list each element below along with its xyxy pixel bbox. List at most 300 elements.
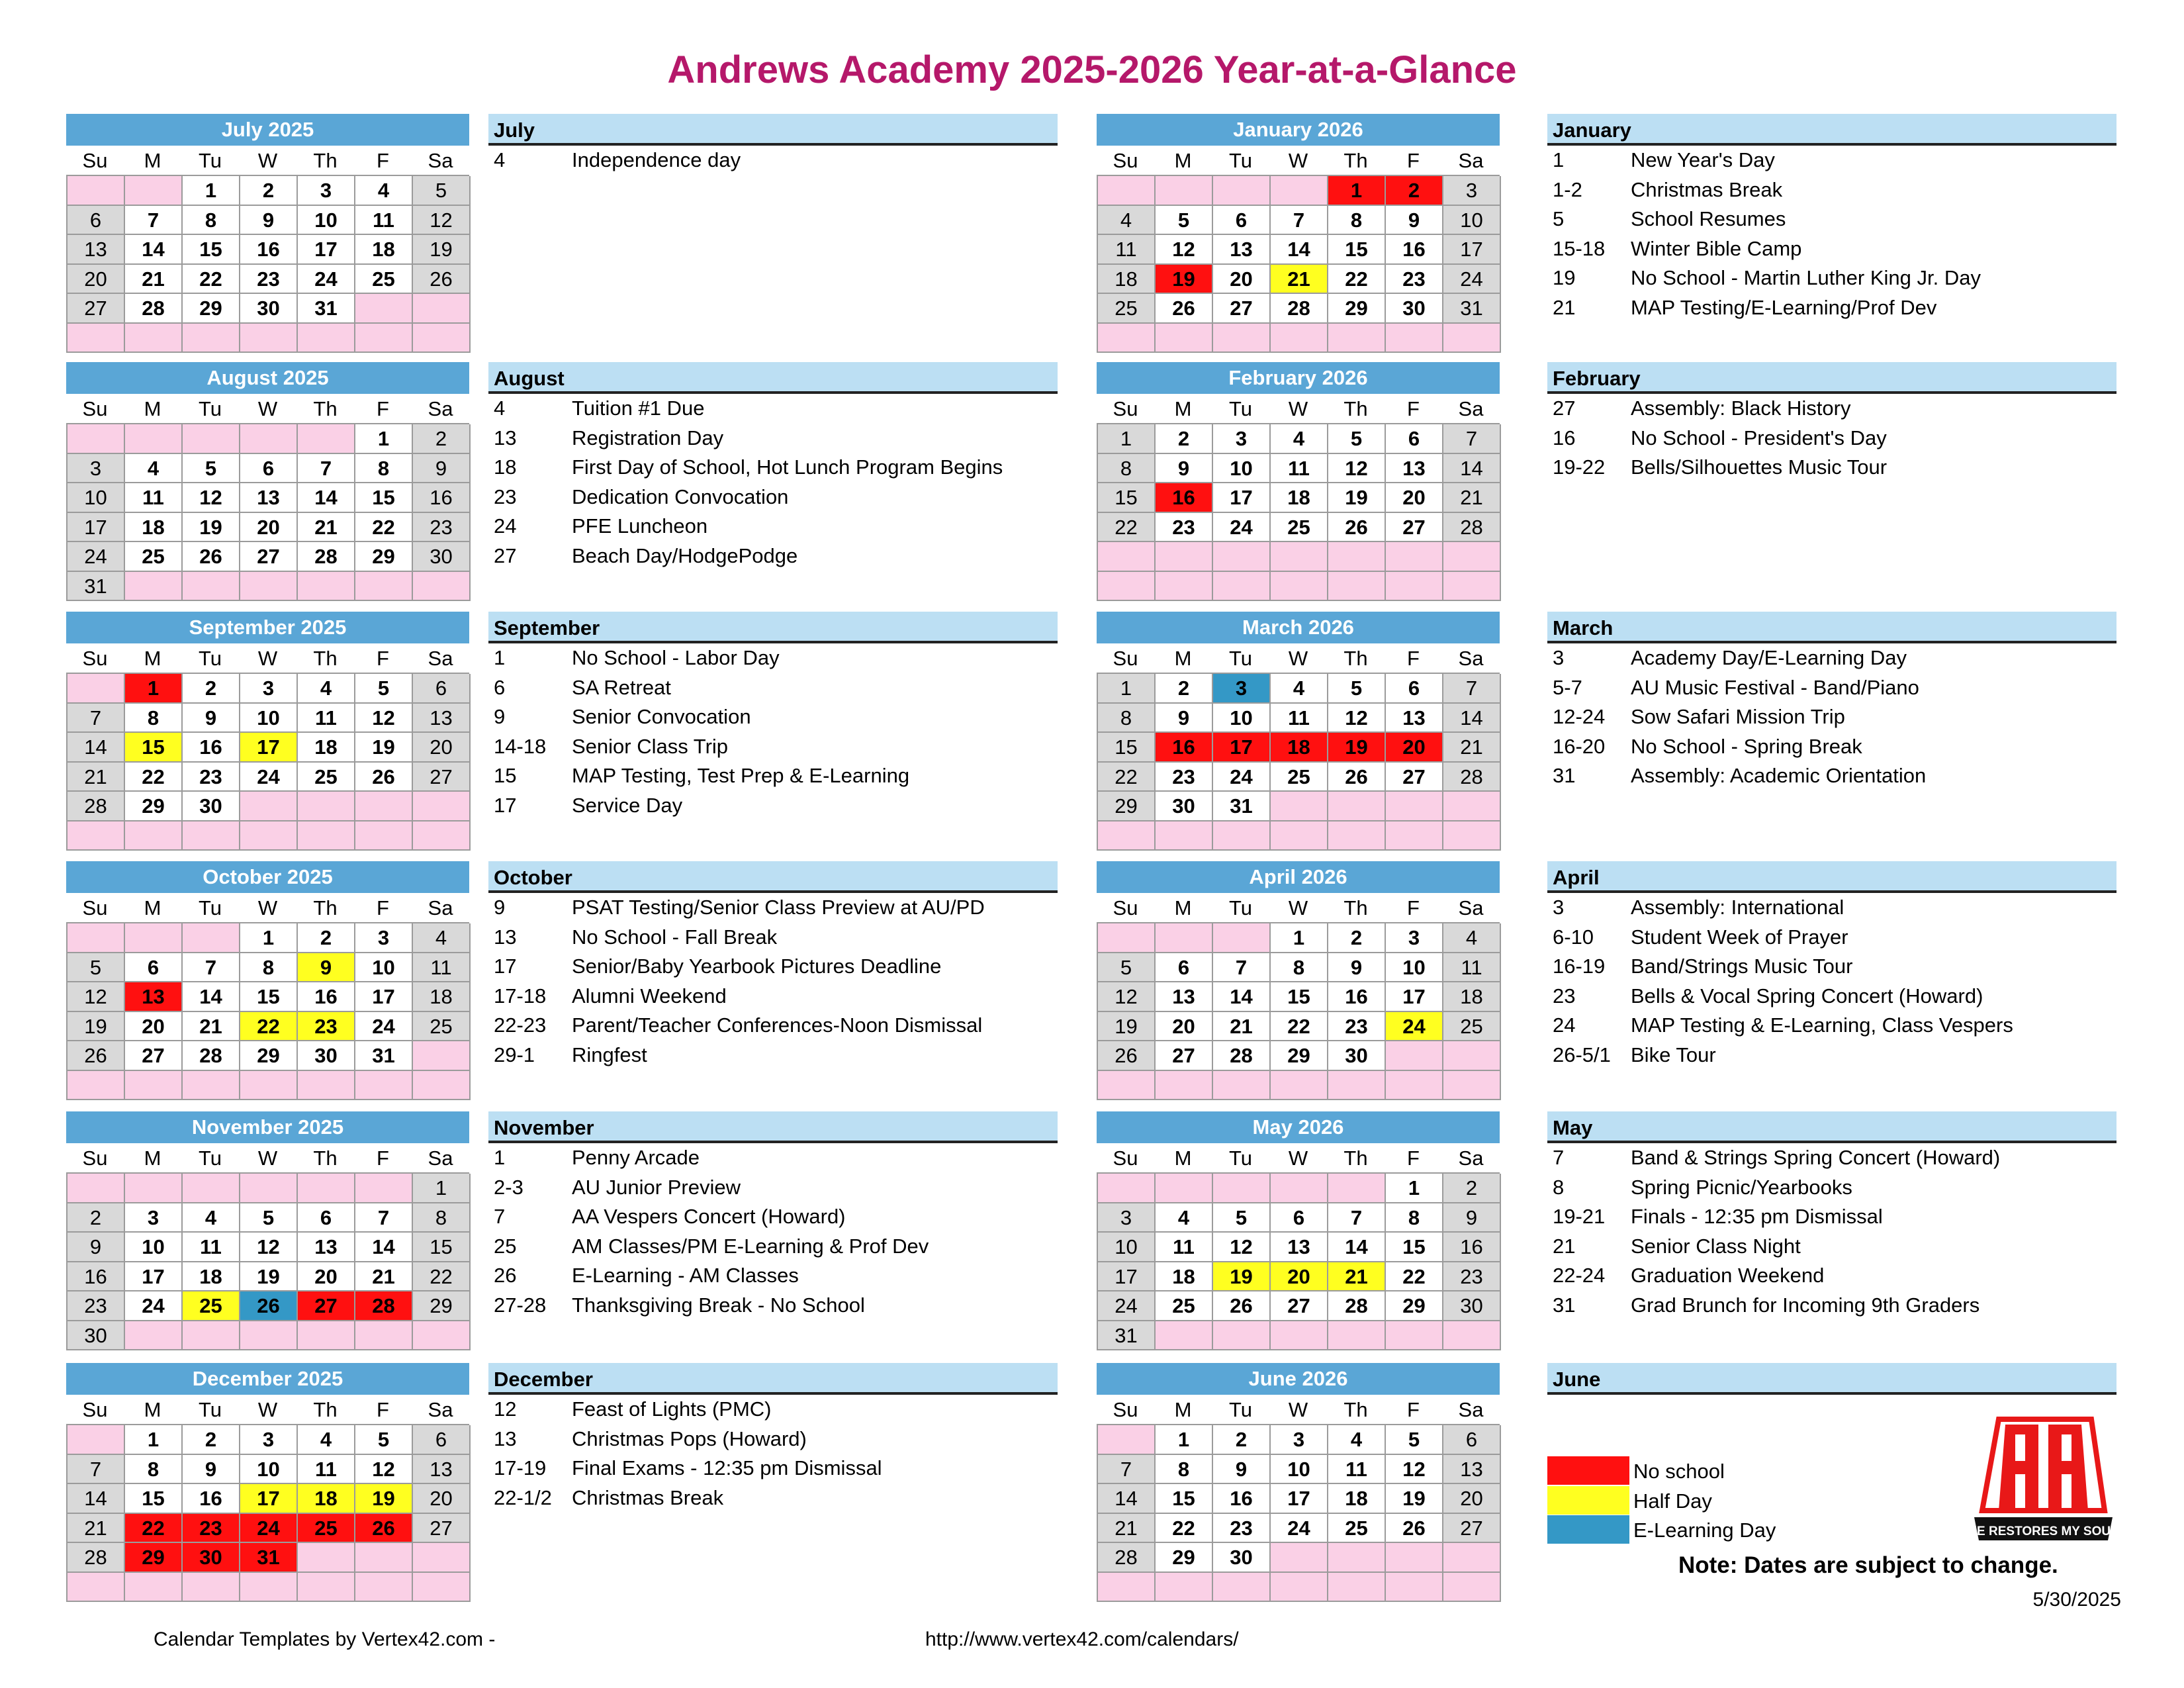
event-description: MAP Testing, Test Prep & E-Learning [572,764,910,787]
event-row [488,146,1058,175]
weekday-label: Tu [198,397,222,420]
event-date: 13 [494,925,517,949]
day-grid [66,1424,469,1602]
empty-cell [355,1321,413,1351]
day-cell: 12 [240,1233,298,1262]
event-date: 22-24 [1553,1264,1606,1287]
day-cell: 10 [1386,953,1443,983]
event-date: 17 [494,955,517,978]
event-row [1547,1232,2116,1262]
day-cell: 14 [1443,454,1501,484]
weekday-row [66,1143,469,1172]
empty-cell [1328,1071,1386,1101]
day-cell: 19 [1386,1484,1443,1514]
day-cell: 19 [183,513,240,543]
event-description: Independence day [572,148,741,171]
day-cell: 1 [413,1174,471,1203]
weekday-label: Tu [198,149,222,172]
month-events [1547,1111,2116,1320]
event-row [1547,453,2116,483]
day-cell: 28 [1213,1041,1271,1071]
day-cell: 10 [1098,1233,1156,1262]
weekday-row [1097,146,1500,175]
day-cell: 5 [355,674,413,704]
event-description: Senior Convocation [572,705,751,728]
day-cell: 20 [68,265,125,295]
day-cell: 30 [1328,1041,1386,1071]
event-row [1547,234,2116,264]
weekday-label: Sa [1458,1398,1484,1421]
weekday-label: Su [1113,1147,1138,1170]
day-cell: 16 [183,1484,240,1514]
event-date: 26-5/1 [1553,1043,1611,1066]
day-cell: 9 [1213,1455,1271,1485]
event-date: 19-21 [1553,1205,1606,1228]
day-cell: 31 [1098,1321,1156,1351]
day-cell: 8 [1098,704,1156,733]
day-cell: 12 [1328,704,1386,733]
day-cell: 25 [1098,294,1156,324]
month-events [488,1363,1058,1513]
month-events [1547,1363,2116,1395]
event-description: Alumni Weekend [572,984,727,1008]
weekday-label: F [377,149,389,172]
event-description: AA Vespers Concert (Howard) [572,1205,846,1228]
empty-cell [1156,1174,1213,1203]
day-cell: 21 [355,1262,413,1292]
empty-cell [1213,821,1271,851]
event-row [488,1202,1058,1232]
event-description: Bike Tour [1631,1043,1716,1066]
empty-cell [1328,821,1386,851]
day-cell: 24 [1213,513,1271,543]
day-cell: 17 [68,513,125,543]
day-cell: 19 [1213,1262,1271,1292]
day-cell: 2 [68,1203,125,1233]
event-date: 26 [494,1264,517,1287]
day-cell: 10 [68,483,125,513]
day-cell: 21 [298,513,355,543]
day-cell: 19 [355,733,413,763]
day-cell: 13 [1386,454,1443,484]
day-cell: 31 [68,572,125,602]
day-cell: 30 [1156,792,1213,821]
day-cell: 13 [1213,235,1271,265]
page-title: Andrews Academy 2025-2026 Year-at-a-Glance [667,48,1517,91]
day-cell: 31 [240,1543,298,1573]
empty-cell [1271,324,1328,353]
empty-cell [298,572,355,602]
day-cell: 14 [355,1233,413,1262]
weekday-label: M [1174,896,1192,919]
weekday-row [66,893,469,922]
day-cell: 27 [413,763,471,792]
event-description: E-Learning - AM Classes [572,1264,799,1287]
event-date: 18 [494,455,517,479]
event-row [488,453,1058,483]
weekday-label: Sa [1458,647,1484,670]
empty-cell [1098,1174,1156,1203]
weekday-label: Th [313,1398,338,1421]
day-cell: 20 [1156,1012,1213,1042]
weekday-label: F [377,1398,389,1421]
event-description: Assembly: International [1631,896,1844,919]
day-cell: 11 [298,704,355,733]
event-date: 15 [494,764,517,787]
day-cell: 18 [1328,1484,1386,1514]
day-cell: 22 [1098,513,1156,543]
event-row [1547,982,2116,1011]
event-description: SA Retreat [572,675,671,699]
empty-cell [1328,542,1386,572]
weekday-label: M [1174,397,1192,420]
event-date: 14-18 [494,734,547,758]
day-cell: 21 [125,265,183,295]
empty-cell [125,821,183,851]
day-cell: 22 [240,1012,298,1042]
day-cell: 5 [183,454,240,484]
month-calendar [1097,362,1500,601]
day-cell: 4 [413,923,471,953]
day-cell: 27 [1271,1291,1328,1321]
day-cell: 11 [1271,704,1328,733]
empty-cell [298,1321,355,1351]
day-cell: 17 [240,1484,298,1514]
day-cell: 20 [1386,483,1443,513]
events-header: September [488,612,1058,643]
weekday-label: F [377,1147,389,1170]
weekday-label: Tu [198,896,222,919]
month-calendar [1097,1111,1500,1350]
day-cell: 18 [298,1484,355,1514]
day-cell: 6 [1386,674,1443,704]
day-grid [1097,922,1500,1100]
day-cell: 9 [183,704,240,733]
empty-cell [1156,923,1213,953]
day-cell: 5 [1156,206,1213,236]
day-cell: 20 [413,733,471,763]
event-date: 21 [1553,1234,1576,1258]
day-cell: 29 [183,294,240,324]
month-events [488,362,1058,571]
event-row [488,1143,1058,1173]
event-description: AU Junior Preview [572,1175,741,1199]
month-calendar [1097,612,1500,851]
events-header: April [1547,861,2116,893]
day-cell: 5 [1328,674,1386,704]
day-cell: 7 [1443,424,1501,454]
aa-logo-icon [1969,1411,2118,1544]
empty-cell [1098,1573,1156,1603]
event-row [488,1261,1058,1291]
day-cell: 7 [298,454,355,484]
day-cell: 28 [1098,1543,1156,1573]
day-cell: 9 [1386,206,1443,236]
event-description: No School - Martin Luther King Jr. Day [1631,266,1981,289]
empty-cell [1328,792,1386,821]
event-description: No School - Fall Break [572,925,778,949]
event-date: 17 [494,793,517,817]
day-cell: 12 [413,206,471,236]
day-cell: 3 [1443,176,1501,206]
day-cell: 6 [1271,1203,1328,1233]
day-cell: 3 [68,454,125,484]
day-cell: 8 [125,704,183,733]
event-description: Assembly: Black History [1631,397,1851,420]
empty-cell [183,572,240,602]
event-description: Feast of Lights (PMC) [572,1397,772,1421]
day-cell: 18 [1156,1262,1213,1292]
empty-cell [68,424,125,454]
event-row [488,732,1058,762]
empty-cell [1443,792,1501,821]
day-cell: 20 [125,1012,183,1042]
day-cell: 14 [68,733,125,763]
event-description: Band/Strings Music Tour [1631,955,1853,978]
day-cell: 20 [240,513,298,543]
event-description: MAP Testing & E-Learning, Class Vespers [1631,1013,2013,1037]
day-cell: 19 [355,1484,413,1514]
empty-cell [355,572,413,602]
event-description: Service Day [572,793,683,817]
day-cell: 9 [1443,1203,1501,1233]
day-cell: 24 [1098,1291,1156,1321]
event-description: MAP Testing/E-Learning/Prof Dev [1631,295,1937,319]
day-cell: 21 [68,1514,125,1544]
empty-cell [413,821,471,851]
empty-cell [240,424,298,454]
day-cell: 13 [413,1455,471,1485]
day-cell: 17 [1386,982,1443,1012]
day-cell: 14 [1328,1233,1386,1262]
day-cell: 24 [125,1291,183,1321]
day-cell: 19 [240,1262,298,1292]
day-cell: 13 [1386,704,1443,733]
school-logo [1969,1411,2118,1547]
event-row [488,394,1058,424]
day-cell: 21 [1443,733,1501,763]
weekday-label: Tu [1228,397,1253,420]
empty-cell [355,1071,413,1101]
month-events [488,861,1058,1070]
weekday-label: Sa [1458,149,1484,172]
month-events [1547,362,2116,483]
day-cell: 11 [1328,1455,1386,1485]
empty-cell [183,1321,240,1351]
event-row [488,1483,1058,1513]
day-grid [1097,673,1500,851]
event-date: 4 [494,397,506,420]
weekday-label: Tu [1228,1147,1253,1170]
event-row [488,483,1058,512]
day-cell: 12 [68,982,125,1012]
day-cell: 24 [298,265,355,295]
empty-cell [125,176,183,206]
weekday-label: F [377,397,389,420]
event-date: 12 [494,1397,517,1421]
day-cell: 20 [1386,733,1443,763]
event-date: 6-10 [1553,925,1594,949]
events-header: July [488,114,1058,146]
event-description: Dedication Convocation [572,485,789,508]
day-cell: 25 [298,763,355,792]
event-description: No School - President's Day [1631,426,1887,449]
day-cell: 23 [1386,265,1443,295]
empty-cell [240,1174,298,1203]
day-cell: 14 [298,483,355,513]
empty-cell [1271,1573,1328,1603]
day-cell: 1 [1156,1425,1213,1455]
empty-cell [413,1041,471,1071]
day-cell: 29 [413,1291,471,1321]
month-calendar [66,861,469,1100]
day-cell: 4 [298,674,355,704]
month-events [1547,861,2116,1070]
empty-cell [1386,792,1443,821]
day-cell: 13 [240,483,298,513]
event-date: 1-2 [1553,177,1582,201]
event-row [488,1232,1058,1262]
empty-cell [298,1573,355,1603]
day-cell: 29 [1098,792,1156,821]
day-cell: 6 [1156,953,1213,983]
event-description: Tuition #1 Due [572,397,705,420]
day-cell: 13 [1443,1455,1501,1485]
day-cell: 29 [1328,294,1386,324]
event-description: Beach Day/HodgePodge [572,543,798,567]
empty-cell [125,923,183,953]
event-row [1547,952,2116,982]
day-cell: 2 [1156,674,1213,704]
event-date: 9 [494,896,506,919]
empty-cell [355,1573,413,1603]
event-row [488,791,1058,821]
day-cell: 20 [1271,1262,1328,1292]
weekday-label: M [144,647,161,670]
day-cell: 17 [355,982,413,1012]
day-cell: 29 [355,542,413,572]
empty-cell [1271,1071,1328,1101]
day-cell: 27 [298,1291,355,1321]
empty-cell [68,1071,125,1101]
day-cell: 16 [1156,733,1213,763]
empty-cell [1213,176,1271,206]
event-date: 3 [1553,896,1565,919]
empty-cell [1213,324,1271,353]
day-cell: 25 [1271,513,1328,543]
day-cell: 11 [1156,1233,1213,1262]
weekday-label: Tu [198,1147,222,1170]
day-cell: 23 [1213,1514,1271,1544]
event-row [1547,1143,2116,1173]
empty-cell [1098,821,1156,851]
day-cell: 28 [1443,513,1501,543]
day-cell: 3 [125,1203,183,1233]
event-description: School Resumes [1631,207,1786,230]
event-row [1547,1291,2116,1321]
month-header: August 2025 [66,362,469,394]
event-date: 13 [494,426,517,449]
day-cell: 12 [355,1455,413,1485]
empty-cell [298,424,355,454]
day-cell: 28 [1271,294,1328,324]
event-date: 8 [1553,1175,1565,1199]
day-cell: 3 [1271,1425,1328,1455]
day-cell: 26 [1328,513,1386,543]
day-cell: 17 [1213,733,1271,763]
empty-cell [1098,1425,1156,1455]
day-cell: 25 [125,542,183,572]
weekday-label: Su [82,1147,108,1170]
empty-cell [68,1174,125,1203]
day-cell: 15 [1271,982,1328,1012]
weekday-label: F [1407,397,1420,420]
event-date: 6 [494,675,506,699]
revision-date: 5/30/2025 [2032,1589,2121,1611]
day-cell: 30 [1443,1291,1501,1321]
empty-cell [1386,1573,1443,1603]
weekday-label: W [1288,896,1308,919]
month-header: September 2025 [66,612,469,643]
empty-cell [1386,1543,1443,1573]
empty-cell [413,1321,471,1351]
day-grid [66,1172,469,1350]
day-cell: 28 [68,1543,125,1573]
month-calendar [66,114,469,353]
empty-cell [298,1174,355,1203]
empty-cell [1156,1071,1213,1101]
day-grid [66,673,469,851]
weekday-label: F [1407,1398,1420,1421]
day-cell: 2 [183,674,240,704]
day-cell: 26 [355,763,413,792]
weekday-label: Su [82,397,108,420]
day-cell: 3 [1213,424,1271,454]
day-cell: 21 [1271,265,1328,295]
month-calendar [66,1111,469,1350]
event-date: 25 [494,1234,517,1258]
day-cell: 18 [183,1262,240,1292]
month-header: July 2025 [66,114,469,146]
day-cell: 5 [1098,953,1156,983]
event-row [488,1395,1058,1425]
empty-cell [183,1573,240,1603]
empty-cell [125,1573,183,1603]
day-cell: 7 [125,206,183,236]
empty-cell [1271,572,1328,602]
event-date: 23 [1553,984,1576,1008]
day-cell: 17 [1098,1262,1156,1292]
day-cell: 3 [355,923,413,953]
day-cell: 12 [1386,1455,1443,1485]
event-description: PSAT Testing/Senior Class Preview at AU/PD [572,896,985,919]
weekday-label: Th [1343,896,1368,919]
empty-cell [1328,324,1386,353]
disclaimer-note: Note: Dates are subject to change. [1678,1552,2058,1578]
day-cell: 3 [298,176,355,206]
day-cell: 11 [1271,454,1328,484]
legend-swatch-red [1547,1456,1629,1485]
day-cell: 10 [1213,704,1271,733]
month-events [488,1111,1058,1320]
footer-link[interactable]: http://www.vertex42.com/calendars/ [925,1628,1239,1650]
day-cell: 18 [355,235,413,265]
event-date: 7 [494,1205,506,1228]
day-cell: 20 [298,1262,355,1292]
empty-cell [68,176,125,206]
events-header: December [488,1363,1058,1395]
event-row [488,923,1058,953]
